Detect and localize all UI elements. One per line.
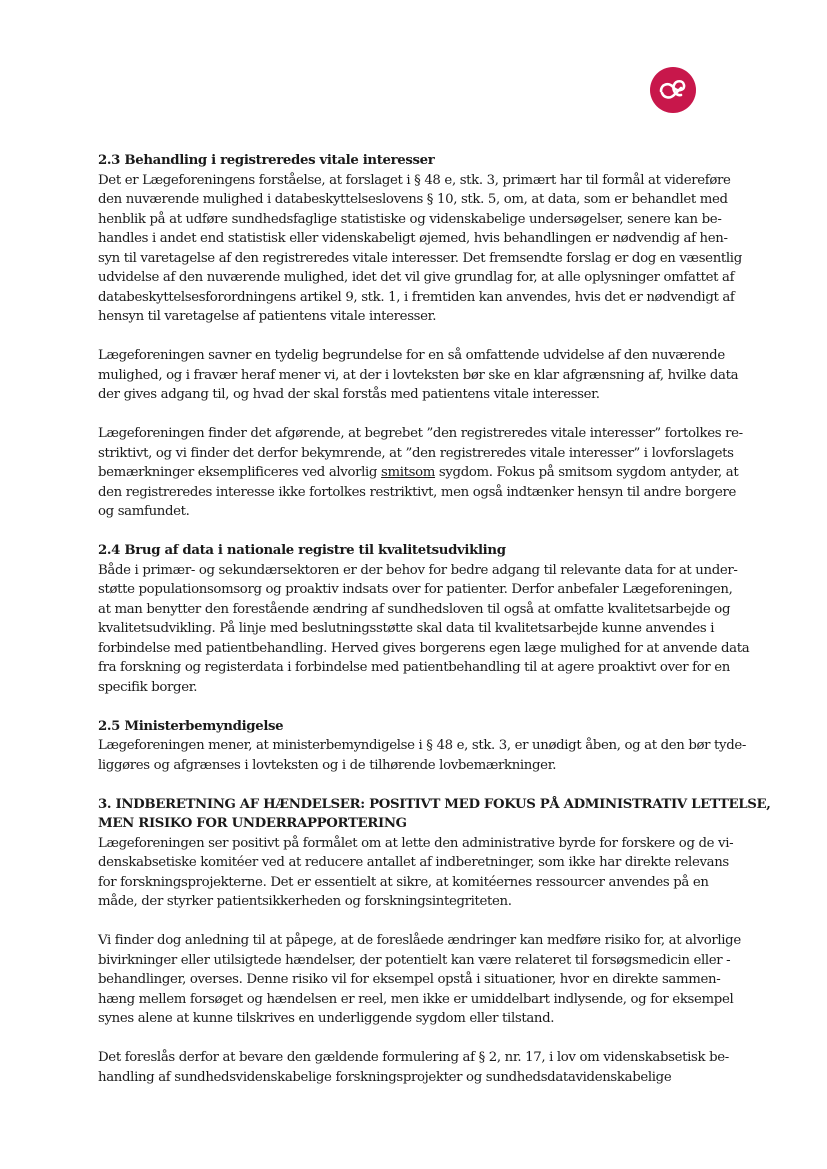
- section-heading: 2.4 Brug af data i nationale registre til kvalitetsudvikling: [98, 543, 506, 558]
- text-line: Det foreslås derfor at bevare den gældende formulering af § 2, nr. 17, i lov om videnskabsetisk be-: [98, 1050, 729, 1065]
- text-line: synes alene at kunne tilskrives en underliggende sygdom eller tilstand.: [98, 1011, 555, 1026]
- text-line: syn til varetagelse af den registreredes vitale interesser. Det fremsendte forslag er dog en væsentlig: [98, 250, 742, 266]
- text-line: der gives adgang til, og hvad der skal forstås med patientens vitale interesser.: [98, 387, 600, 402]
- laegeforeningen-logo-icon: [650, 67, 696, 113]
- underlined-word: smitsom: [380, 465, 436, 480]
- paragraph: [98, 346, 738, 405]
- text-line: måde, der styrker patientsikkerheden og forskningsintegriteten.: [98, 894, 512, 909]
- text-line: støtte populationsomsorg og proaktiv indsats over for patienter. Derfor anbefaler Lægeforeningen,: [98, 582, 733, 597]
- text-line: bemærkninger eksemplificeres ved alvorlig smitsom sygdom. Fokus på smitsom sygdom antyder, at: [98, 465, 739, 480]
- text-line: mulighed, og i fravær heraf mener vi, at der i lovteksten bør ske en klar afgrænsning af, hvilke data: [98, 367, 739, 383]
- text-line: den nuværende mulighed i databeskyttelseslovens § 10, stk. 5, om, at data, som er behandlet med: [98, 192, 728, 207]
- paragraph: [98, 931, 741, 1029]
- section-heading: 2.3 Behandling i registreredes vitale interesser: [98, 153, 435, 168]
- heading-line: MEN RISIKO FOR UNDERRAPPORTERING: [98, 816, 407, 831]
- text-line: udvidelse af den nuværende mulighed, idet det vil give grundlag for, at alle oplysninger omfattet af: [98, 270, 735, 285]
- text-line: liggøres og afgrænses i lovteksten og i de tilhørende lovbemærkninger.: [98, 757, 557, 773]
- text-line: Vi finder dog anledning til at påpege, at de foreslåede ændringer kan medføre risiko for, at alvorlige: [98, 933, 741, 948]
- text-line: Lægeforeningen ser positivt på formålet om at lette den administrative byrde for forskere og de vi-: [98, 835, 734, 851]
- text-line: fra forskning og registerdata i forbindelse med patientbehandling til at agere proaktivt over for en: [98, 660, 730, 675]
- text-line: handling af sundhedsvidenskabelige forskningsprojekter og sundhedsdatavidenskabelige: [98, 1069, 672, 1085]
- paragraph: [98, 1048, 738, 1087]
- paragraph: [98, 171, 742, 327]
- paragraph: [98, 834, 738, 912]
- text-line: databeskyttelsesforordningens artikel 9, stk. 1, i fremtiden kan anvendes, hvis det er nødvendigt af: [98, 289, 735, 305]
- text-line: henblik på at udføre sundhedsfaglige statistiske og videnskabelige undersøgelser, senere kan be-: [98, 211, 722, 227]
- paragraph: [98, 736, 747, 775]
- text-line: striktivt, og vi finder det derfor bekymrende, at ”den registreredes vitale interesser” i lovforslagets: [98, 445, 734, 461]
- text-line: Lægeforeningen savner en tydelig begrundelse for en så omfattende udvidelse af den nuværende: [98, 348, 725, 363]
- text-line: Lægeforeningen finder det afgørende, at begrebet ”den registreredes vitale interesser” fortolkes re-: [98, 426, 743, 441]
- text-line: Det er Lægeforeningens forståelse, at forslaget i § 48 e, stk. 3, primært har til formål at videreføre: [98, 172, 731, 188]
- text-line: forbindelse med patientbehandling. Herved gives borgerens egen læge mulighed for at anvende data: [98, 640, 750, 656]
- text-line: denskabsetiske komitéer ved at reducere antallet af indberetninger, som ikke har direkte relevans: [98, 855, 729, 870]
- text-line: handles i andet end statistisk eller videnskabeligt øjemed, hvis behandlingen er nødvendig af hen-: [98, 231, 728, 246]
- text-line: Lægeforeningen mener, at ministerbemyndigelse i § 48 e, stk. 3, er unødigt åben, og at den bør tyde-: [98, 738, 747, 753]
- text-line: specifik borger.: [98, 679, 198, 695]
- paragraph: [98, 424, 743, 522]
- text-line: bivirkninger eller utilsigtede hændelser, der potentielt kan være relateret til forsøgsmedicin eller -: [98, 952, 731, 968]
- document-body: [98, 151, 771, 1087]
- text-line: den registreredes interesse ikke fortolkes restriktivt, men også indtænker hensyn til andre borgere: [98, 484, 736, 500]
- text-line: at man benytter den forestående ændring af sundhedsloven til også at omfatte kvalitetsarbejde og: [98, 601, 731, 617]
- text-line: hensyn til varetagelse af patientens vitale interesser.: [98, 309, 437, 324]
- chapter-heading: [98, 795, 771, 834]
- paragraph: [98, 561, 750, 698]
- heading-line: 3. INDBERETNING AF HÆNDELSER: POSITIVT MED FOKUS PÅ ADMINISTRATIV LETTELSE,: [98, 796, 771, 812]
- text-line: kvalitetsudvikling. På linje med beslutningsstøtte skal data til kvalitetsarbejde kunne anvendes i: [98, 621, 715, 636]
- section-heading: 2.5 Ministerbemyndigelse: [98, 718, 284, 734]
- text-line: hæng mellem forsøget og hændelsen er reel, men ikke er umiddelbart indlysende, og for eksempel: [98, 991, 734, 1007]
- text-line: og samfundet.: [98, 504, 190, 519]
- text-line: for forskningsprojekterne. Det er essentielt at sikre, at komitéernes ressourcer anvendes på en: [98, 874, 709, 890]
- text-line: Både i primær- og sekundærsektoren er der behov for bedre adgang til relevante data for at under-: [98, 562, 738, 578]
- text-line: behandlinger, overses. Denne risiko vil for eksempel opstå i situationer, hvor en direkte sammen-: [98, 972, 721, 987]
